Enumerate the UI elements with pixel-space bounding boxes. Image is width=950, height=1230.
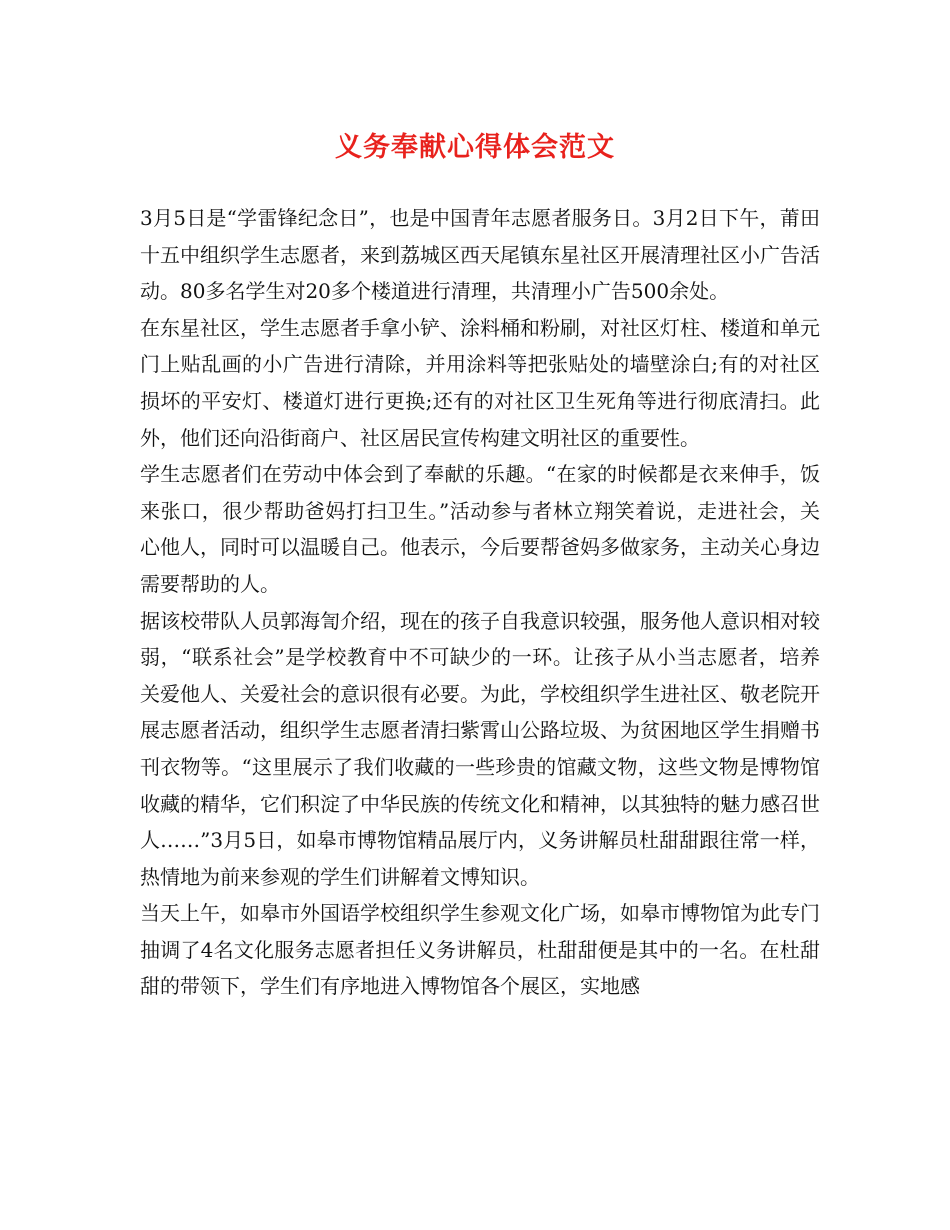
- paragraph-1: 3月5日是“学雷锋纪念日”，也是中国青年志愿者服务日。3月2日下午，莆田十五中组织学生志愿者，来到荔城区西天尾镇东星社区开展清理社区小广告活动。80多名学生对20多个楼道进行清理，共清理小广告500余处。: [140, 206, 820, 304]
- paragraph-5: 当天上午，如皋市外国语学校组织学生参观文化广场，如皋市博物馆为此专门抽调了4名文化服务志愿者担任义务讲解员，杜甜甜便是其中的一名。在杜甜甜的带领下，学生们有序地进入博物馆各个展区，实地感: [140, 901, 820, 999]
- document-title: 义务奉献心得体会范文: [335, 132, 615, 163]
- paragraph-2: 在东星社区，学生志愿者手拿小铲、涂料桶和粉刷，对社区灯柱、楼道和单元门上贴乱画的小广告进行清除，并用涂料等把张贴处的墙壁涂白;有的对社区损坏的平安灯、楼道灯进行更换;还有的对社区卫生死角等进行彻底清扫。此外，他们还向沿街商户、社区居民宣传构建文明社区的重要性。: [140, 315, 820, 450]
- document-body: [140, 200, 820, 1005]
- paragraph-3: 学生志愿者们在劳动中体会到了奉献的乐趣。“在家的时候都是衣来伸手，饭来张口，很少帮助爸妈打扫卫生。”活动参与者林立翔笑着说，走进社会，关心他人，同时可以温暖自己。他表示，今后要帮爸妈多做家务，主动关心身边需要帮助的人。: [140, 462, 820, 596]
- paragraph-4: 据该校带队人员郭海訇介绍，现在的孩子自我意识较强，服务他人意识相对较弱，“联系社会”是学校教育中不可缺少的一环。让孩子从小当志愿者，培养关爱他人、关爱社会的意识很有必要。为此，学校组织学生进社区、敬老院开展志愿者活动，组织学生志愿者清扫紫霄山公路垃圾、为贫困地区学生捐赠书刊衣物等。“这里展示了我们收藏的一些珍贵的馆藏文物，这些文物是博物馆收藏的精华，它们积淀了中华民族的传统文化和精神，以其独特的魅力感召世人……”3月5日，如皋市博物馆精品展厅内，义务讲解员杜甜甜跟往常一样，热情地为前来参观的学生们讲解着文博知识。: [140, 608, 820, 889]
